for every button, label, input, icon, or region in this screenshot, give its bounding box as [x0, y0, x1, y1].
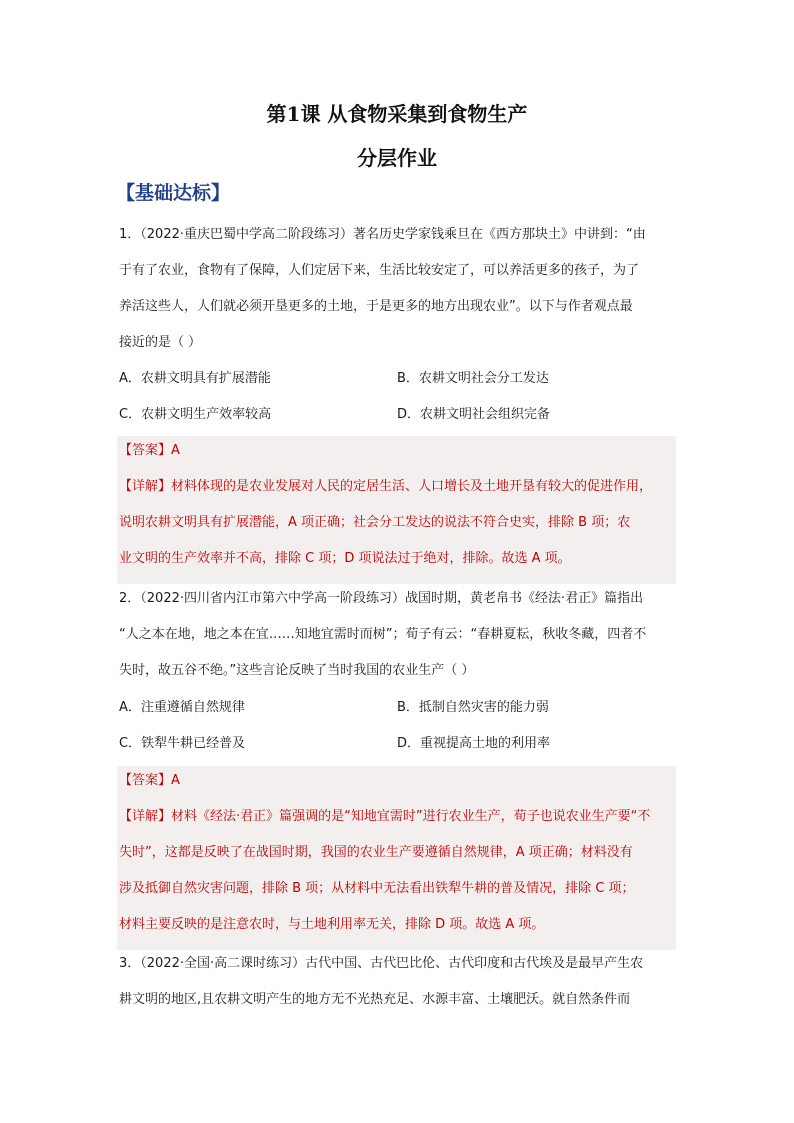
- question-3-line: 3．（2022·全国·高二课时练习）古代中国、古代巴比伦、古代印度和古代埃及是最早产生农: [119, 956, 644, 971]
- section-heading: 【基础达标】: [116, 182, 231, 204]
- question-2-option-a: A．注重遵循自然规律: [119, 700, 245, 715]
- question-2-option-c: C．铁犁牛耕已经普及: [119, 736, 246, 751]
- question-3-line: 耕文明的地区,且农耕文明产生的地方无不光热充足、水源丰富、土壤肥沃。就自然条件而: [119, 992, 631, 1007]
- answer-2: 【答案】A: [119, 773, 180, 788]
- question-2-option-d: D．重视提高土地的利用率: [397, 736, 551, 751]
- question-2-option-b: B．抵制自然灾害的能力弱: [397, 700, 549, 715]
- question-2-line: 2．（2022·四川省内江市第六中学高一阶段练习）战国时期，黄老帛书《经法·君正》篇指出: [119, 591, 644, 606]
- question-1-option-d: D．农耕文明社会组织完备: [397, 407, 551, 422]
- question-1-line: 1．（2022·重庆巴蜀中学高二阶段练习）著名历史学家钱乘旦在《西方那块土》中讲到：“由: [119, 227, 646, 242]
- question-1-line: 养活这些人，人们就必须开垦更多的土地，于是更多的地方出现农业”。以下与作者观点最: [119, 299, 633, 314]
- explanation-1-line: 【详解】材料体现的是农业发展对人民的定居生活、人口增长及土地开垦有较大的促进作用，: [119, 479, 653, 494]
- question-1-option-c: C．农耕文明生产效率较高: [119, 407, 272, 422]
- answer-1: 【答案】A: [119, 443, 180, 458]
- lesson-title: 第1课 从食物采集到食物生产: [266, 102, 528, 126]
- explanation-2-line: 涉及抵御自然灾害问题，排除 B 项；从材料中无法看出铁犁牛耕的普及情况，排除 C 项；: [119, 881, 635, 896]
- question-1-line: 接近的是（ ）: [119, 335, 202, 350]
- question-2-line: 失时，故五谷不绝。”这些言论反映了当时我国的农业生产（ ）: [119, 663, 475, 678]
- explanation-1-line: 说明农耕文明具有扩展潜能，A 项正确；社会分工发达的说法不符合史实，排除 B 项；农: [119, 515, 631, 530]
- explanation-2-line: 失时”，这都是反映了在战国时期，我国的农业生产要遵循自然规律，A 项正确；材料没有: [119, 845, 633, 860]
- question-2-line: “人之本在地，地之本在宜……知地宜需时而树”；荀子有云：“春耕夏耘，秋收冬藏，四者不: [119, 627, 647, 642]
- question-1-line: 于有了农业，食物有了保障，人们定居下来，生活比较安定了，可以养活更多的孩子，为了: [119, 263, 640, 278]
- question-1-option-a: A．农耕文明具有扩展潜能: [119, 371, 271, 386]
- explanation-1-line: 业文明的生产效率并不高，排除 C 项；D 项说法过于绝对，排除。故选 A 项。: [119, 551, 571, 566]
- question-1-option-b: B．农耕文明社会分工发达: [397, 371, 549, 386]
- explanation-2-line: 材料主要反映的是注意农时，与土地利用率无关，排除 D 项。故选 A 项。: [119, 917, 545, 932]
- lesson-subtitle: 分层作业: [357, 146, 437, 170]
- explanation-2-line: 【详解】材料《经法·君正》篇强调的是“知地宜需时”进行农业生产，荀子也说农业生产要“不: [119, 809, 651, 824]
